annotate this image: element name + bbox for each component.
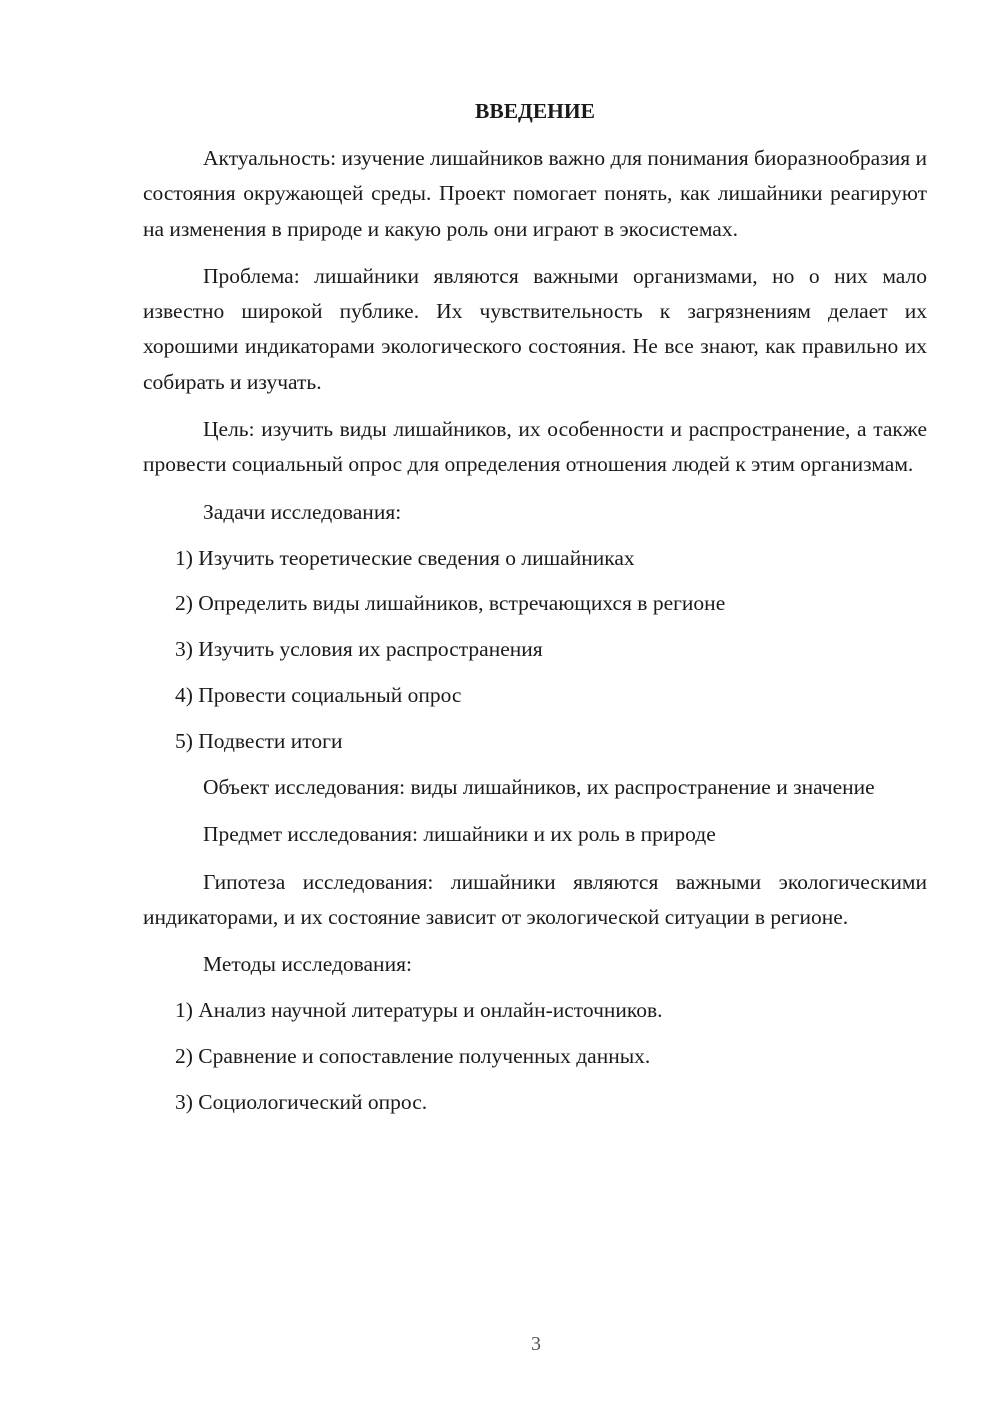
document-page (143, 94, 927, 1131)
task-item: 2) Определить виды лишайников, встречающихся в регионе (175, 591, 726, 616)
method-item: 2) Сравнение и сопоставление полученных данных. (175, 1043, 651, 1068)
method-item: 3) Социологический опрос. (175, 1089, 428, 1114)
page-title: ВВЕДЕНИЕ (475, 99, 595, 123)
method-item: 1) Анализ научной литературы и онлайн-источников. (175, 998, 663, 1023)
goal-paragraph: Цель: изучить виды лишайников, их особенности и распространение, а также провести социальный опрос для определения отношения людей к этим организмам. (143, 417, 927, 477)
task-item: 4) Провести социальный опрос (175, 683, 462, 708)
task-item: 5) Подвести итоги (175, 729, 343, 754)
task-item: 1) Изучить теоретические сведения о лишайниках (175, 545, 635, 570)
task-item: 3) Изучить условия их распространения (175, 637, 543, 662)
relevance-paragraph: Актуальность: изучение лишайников важно для понимания биоразнообразия и состояния окружающей среды. Проект помогает понять, как лишайники реагируют на изменения в природе и какую роль они играют в экосистемах. (143, 146, 927, 241)
tasks-heading: Задачи исследования: (203, 499, 402, 524)
hypothesis-paragraph: Гипотеза исследования: лишайники являются важными экологическими индикаторами, и их состояние зависит от экологической ситуации в регионе. (143, 869, 927, 929)
subject-paragraph: Предмет исследования: лишайники и их роль в природе (203, 822, 716, 847)
page-number: 3 (531, 1333, 541, 1355)
methods-heading: Методы исследования: (203, 952, 412, 977)
problem-paragraph: Проблема: лишайники являются важными организмами, но о них мало известно широкой публике. Их чувствительность к загрязнениям делает их хорошими индикаторами экологического состояния. Не все знают, как правильно их собирать и изучать. (143, 263, 927, 394)
object-paragraph: Объект исследования: виды лишайников, их распространение и значение (203, 775, 875, 800)
